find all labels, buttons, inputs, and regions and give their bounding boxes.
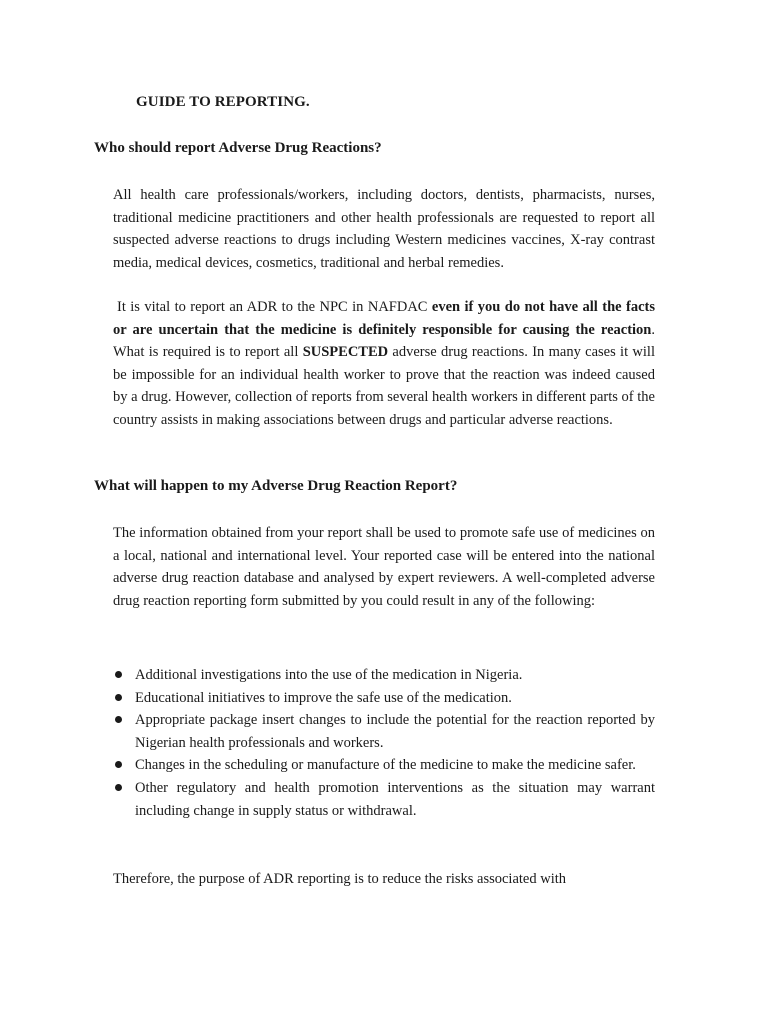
bullet-icon <box>115 716 122 723</box>
paragraph-health-professionals: All health care professionals/workers, including doctors, dentists, pharmacists, nurses, traditional medicine practitioners and other health professionals are requested to report all suspected adverse reactions to drugs including Western medicines vaccines, X-ray contrast media, medical devices, cosmetics, traditional and herbal remedies. <box>113 187 655 271</box>
list-item-text: Educational initiatives to improve the safe use of the medication. <box>135 689 512 706</box>
list-item-text: Additional investigations into the use of the medication in Nigeria. <box>135 667 523 683</box>
text-span: adverse drug reactions. In many cases it will be impossible for an individual health worker to prove that the reaction was indeed caused by a drug. However, collection of reports from several health workers in different parts of the country assists in making associations between drugs and particular adverse reactions. <box>113 344 655 428</box>
bullet-icon <box>115 694 122 701</box>
bold-text-suspected: SUSPECTED <box>302 344 389 361</box>
list-item <box>113 777 655 822</box>
list-item <box>113 754 655 777</box>
bullet-icon <box>115 671 122 678</box>
list-item-text: Changes in the scheduling or manufacture of the medicine to make the medicine safer. <box>135 757 636 774</box>
bullet-icon <box>115 784 122 791</box>
paragraph-information-obtained: The information obtained from your report shall be used to promote safe use of medicines on a local, national and international level. Your reported case will be entered into the national adverse drug reaction database and analysed by expert reviewers. A well-completed adverse drug reaction reporting form submitted by you could result in any of the following: <box>113 525 655 609</box>
list-item-text: Appropriate package insert changes to include the potential for the reaction reported by Nigerian health professionals and workers. <box>135 712 655 751</box>
bullet-icon <box>115 761 122 768</box>
page-title: GUIDE TO REPORTING. <box>136 94 310 110</box>
list-item-text: Other regulatory and health promotion interventions as the situation may warrant including change in supply status or withdrawal. <box>135 779 655 819</box>
list-item <box>113 709 655 754</box>
paragraph-therefore-purpose: Therefore, the purpose of ADR reporting is to reduce the risks associated with <box>113 871 566 887</box>
list-item <box>113 664 655 687</box>
text-span: It is vital to report an ADR to the NPC in NAFDAC <box>117 299 432 315</box>
section-heading-who-should-report: Who should report Adverse Drug Reactions? <box>94 140 382 156</box>
bold-text-even-if: even if you do not have all the facts or are uncertain that the medicine is definitely responsible for causing the reaction <box>113 299 655 338</box>
paragraph-vital-to-report <box>113 296 655 432</box>
text-span: . What is required is to report all <box>113 321 655 361</box>
list-item <box>113 687 655 710</box>
outcomes-bullet-list <box>113 664 655 822</box>
section-heading-what-will-happen: What will happen to my Adverse Drug Reaction Report? <box>94 478 458 494</box>
